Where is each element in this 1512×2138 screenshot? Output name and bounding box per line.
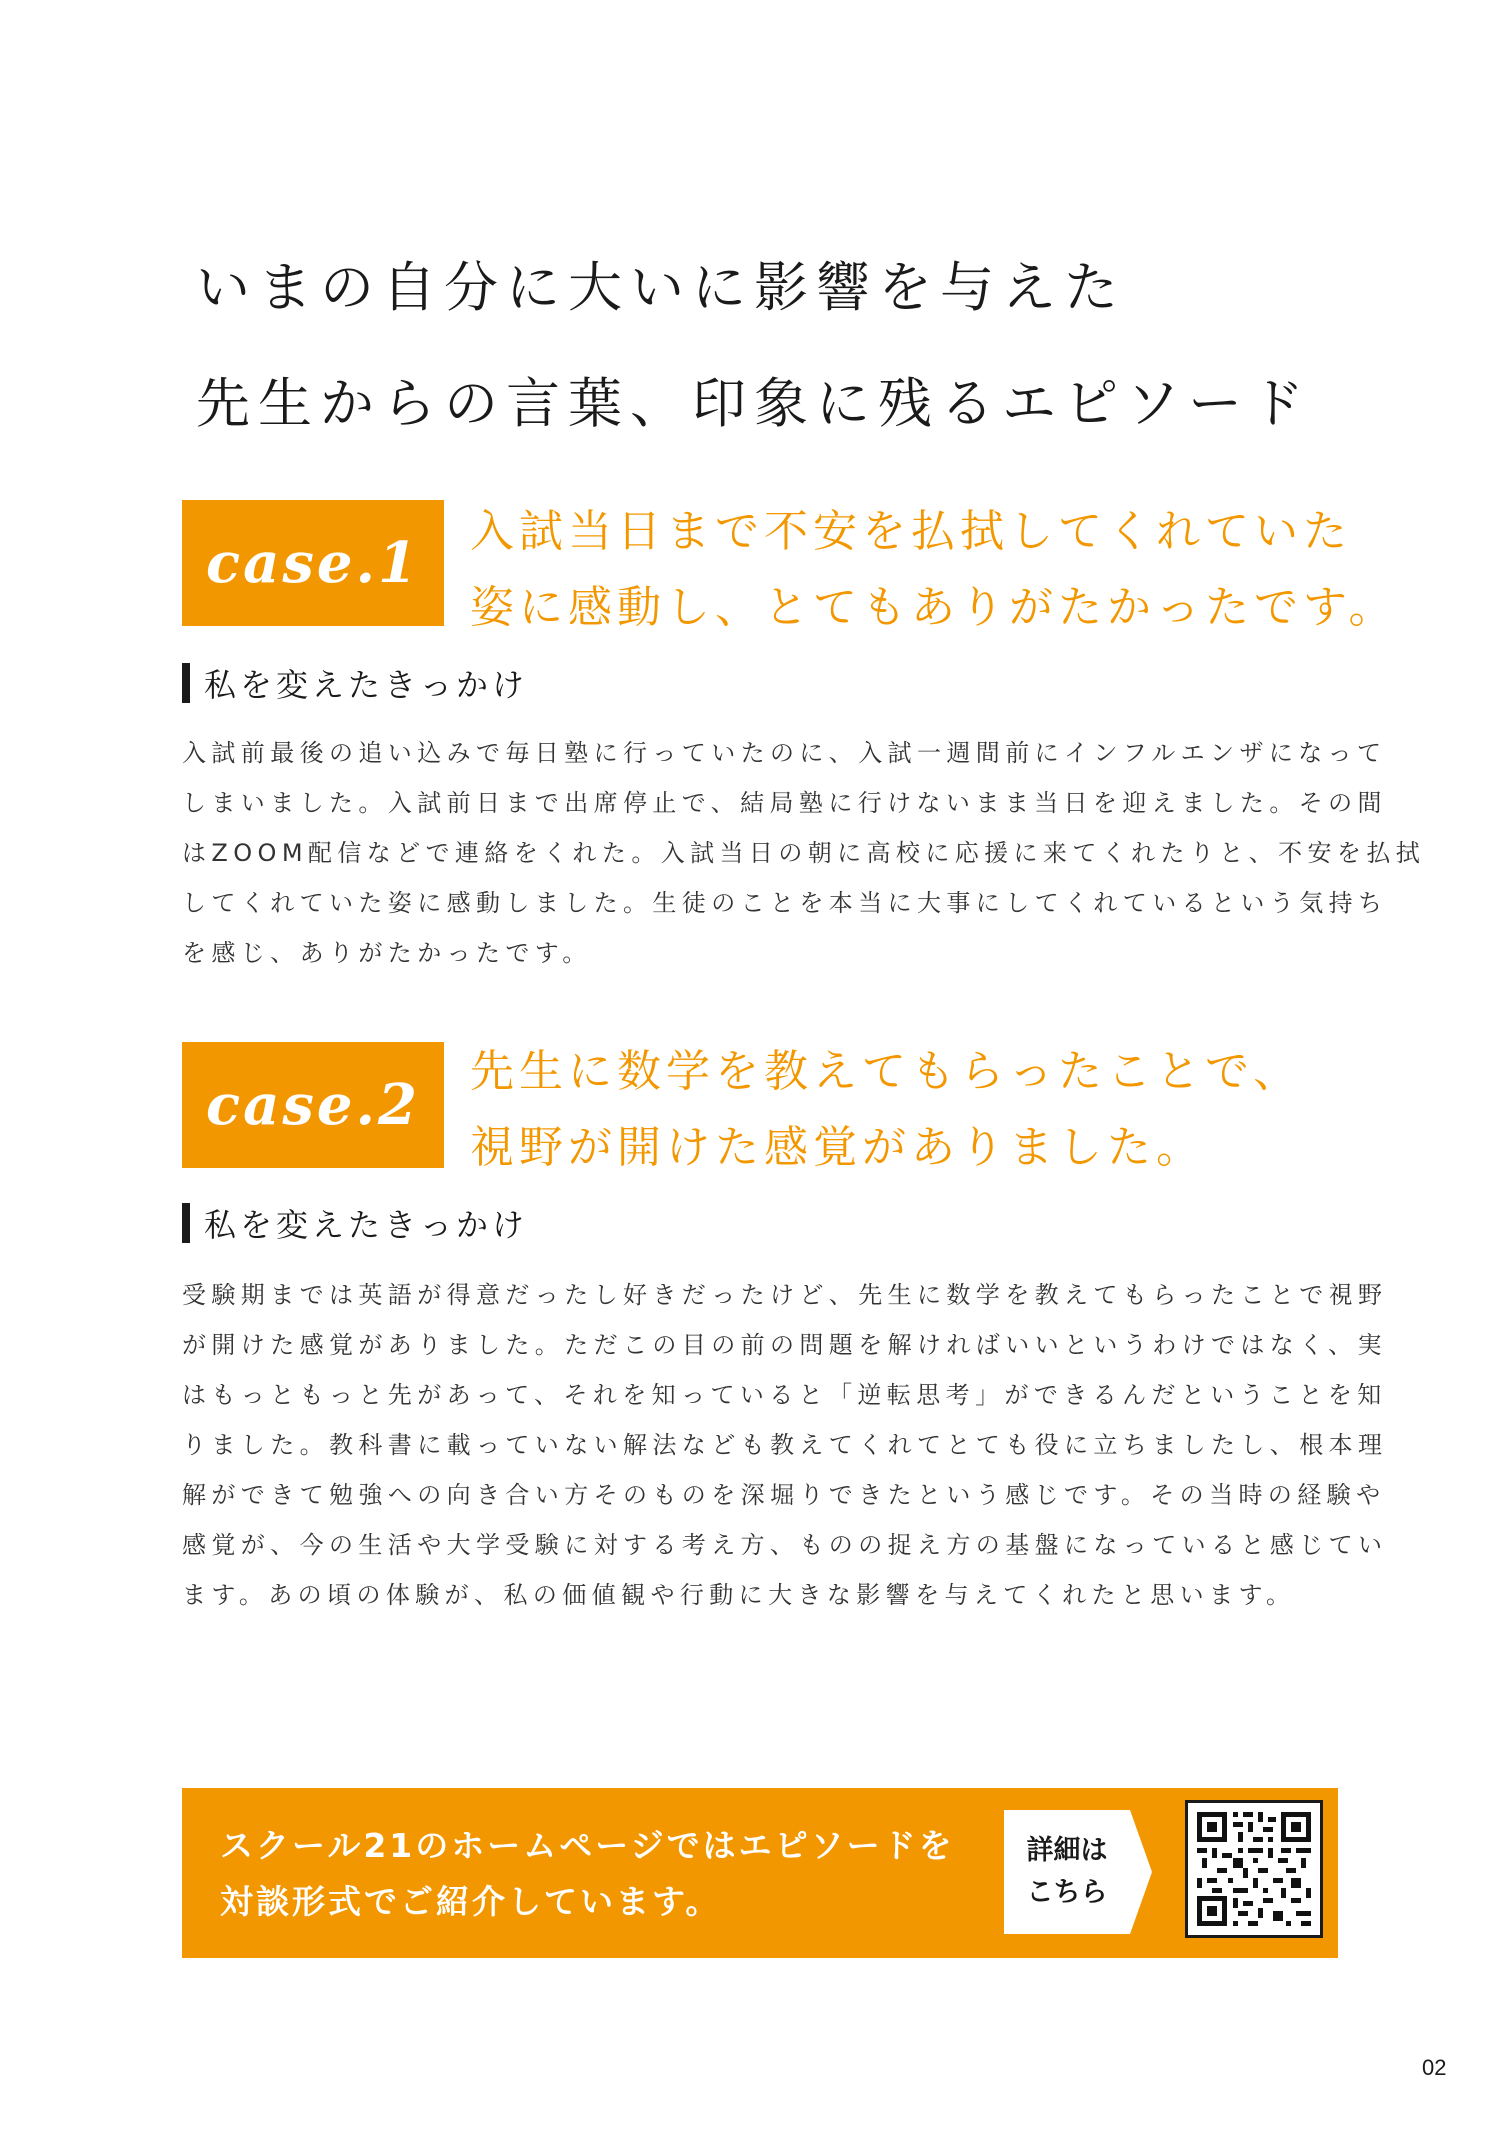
- case-1-body-line: を感じ、ありがたかったです。: [182, 939, 592, 967]
- case-1-headline-line-2: 姿に感動し、とてもありがたかったです。: [470, 582, 1398, 633]
- case-2-headline-line-2: 視野が開けた感覚がありました。: [470, 1122, 1205, 1173]
- cta-text-line-2: 対談形式でご紹介しています。: [220, 1882, 722, 1921]
- section-marker-bar: [182, 1203, 190, 1243]
- cta-text-line-1: スクール21のホームページではエピソードを: [220, 1826, 955, 1865]
- case-2-body-line: 感覚が、今の生活や大学受験に対する考え方、ものの捉え方の基盤になっていると感じてい: [182, 1531, 1388, 1559]
- qr-code-icon[interactable]: [1185, 1800, 1323, 1938]
- case-2-body-line: 解ができて勉強への向き合い方そのものを深堀りできたという感じです。その当時の経験や: [182, 1481, 1386, 1509]
- case-1-body-line: 入試前最後の追い込みで毎日塾に行っていたのに、入試一週間前にインフルエンザになって: [182, 739, 1387, 767]
- case-1-body-line: しまいました。入試前日まで出席停止で、結局塾に行けないまま当日を迎えました。その間: [182, 789, 1387, 817]
- case-2-body: [182, 1270, 1388, 1620]
- case-2-body-line: が開けた感覚がありました。ただこの目の前の問題を解ければいいというわけではなく、実: [182, 1331, 1387, 1359]
- details-button-label-1: 詳細は: [1026, 1835, 1108, 1866]
- case-2-body-line: りました。教科書に載っていない解法なども教えてくれてとても役に立ちましたし、根本理: [182, 1431, 1388, 1459]
- cta-banner: [182, 1788, 1338, 1958]
- case-2-body-line: ます。あの頃の体験が、私の価値観や行動に大きな影響を与えてくれたと思います。: [182, 1581, 1296, 1609]
- case-2-body-line: 受験期までは英語が得意だったし好きだったけど、先生に数学を教えてもらったことで視野: [182, 1281, 1388, 1309]
- case-2-headline: [470, 1034, 1370, 1186]
- case-1-body-line: はZOOM配信などで連絡をくれた。入試当日の朝に高校に応援に来てくれたりと、不安を払拭: [182, 839, 1426, 867]
- case-2-section-label: [182, 1200, 528, 1246]
- page-title-line-1: いまの自分に大いに影響を与えた: [196, 256, 1126, 319]
- case-2-section-label-text: 私を変えたきっかけ: [204, 1206, 529, 1244]
- page-number: 02: [1422, 2055, 1447, 2080]
- case-1-headline-line-1: 入試当日まで不安を払拭してくれていた: [470, 506, 1352, 557]
- case-1-section-label: [182, 660, 528, 706]
- page-title-line-2: 先生からの言葉、印象に残るエピソード: [196, 372, 1312, 435]
- details-button-label-2: こちら: [1026, 1877, 1108, 1908]
- case-1-body: [182, 728, 1426, 978]
- qr-code-graphic: [1197, 1812, 1311, 1926]
- case-2-body-line: はもっともっと先があって、それを知っていると「逆転思考」ができるんだということを知: [182, 1381, 1387, 1409]
- case-1-headline: [470, 494, 1398, 646]
- page-title: [196, 230, 1346, 462]
- case-1-section-label-text: 私を変えたきっかけ: [204, 666, 529, 704]
- case-2-badge: case.2: [182, 1042, 444, 1168]
- case-1-badge: case.1: [182, 500, 444, 626]
- arrow-right-icon: [1130, 1810, 1152, 1934]
- cta-text: [220, 1818, 955, 1930]
- section-marker-bar: [182, 663, 190, 703]
- details-button[interactable]: [1004, 1810, 1130, 1934]
- case-2-headline-line-1: 先生に数学を教えてもらったことで、: [470, 1046, 1303, 1097]
- case-1-body-line: してくれていた姿に感動しました。生徒のことを本当に大事にしてくれているという気持ち: [182, 889, 1388, 917]
